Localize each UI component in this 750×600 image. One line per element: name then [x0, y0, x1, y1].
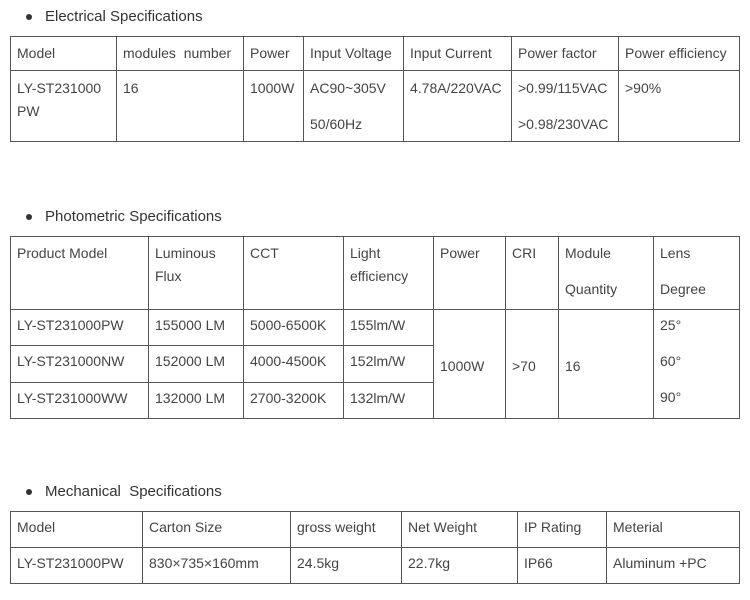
- lens-value: 60°: [660, 353, 682, 369]
- header-cell: Power: [244, 37, 304, 71]
- header-line: efficiency: [350, 268, 409, 284]
- mechanical-section-title: [26, 483, 222, 500]
- header-cell: Model: [11, 512, 143, 548]
- table-header-row: [11, 237, 740, 310]
- flux-cell: 132000 LM: [149, 382, 244, 418]
- table-header-row: [11, 512, 740, 548]
- table-row: [11, 310, 740, 346]
- model-cell: [11, 71, 117, 142]
- mechanical-table: [10, 511, 740, 584]
- voltage-cell: [304, 71, 404, 142]
- header-cell: gross weight: [291, 512, 402, 548]
- header-cell: modules number: [117, 37, 244, 71]
- efficiency-cell: 152lm/W: [344, 346, 434, 382]
- ip-rating-cell: IP66: [518, 548, 607, 584]
- electrical-table: [10, 36, 740, 142]
- header-line: Luminous: [155, 245, 216, 261]
- carton-size-cell: 830×735×160mm: [143, 548, 291, 584]
- photometric-section-title: [26, 208, 222, 225]
- table-row: [11, 71, 740, 142]
- header-line: Flux: [155, 268, 182, 284]
- header-cell: Power efficiency: [619, 37, 740, 71]
- header-line: Lens: [660, 245, 691, 261]
- electrical-title-text: Electrical Specifications: [45, 8, 203, 25]
- cri-cell: >70: [506, 310, 559, 419]
- header-cell: Product Model: [11, 237, 149, 310]
- header-cell: [344, 237, 434, 310]
- bullet-icon: [26, 489, 32, 495]
- power-cell: 1000W: [434, 310, 506, 419]
- photometric-table: [10, 236, 740, 419]
- lens-value: 90°: [660, 389, 682, 405]
- pf-line: >0.98/230VAC: [518, 116, 609, 132]
- header-cell: [149, 237, 244, 310]
- voltage-line: 50/60Hz: [310, 116, 363, 132]
- header-line: Module: [565, 245, 611, 261]
- table-header-row: [11, 37, 740, 71]
- model-cell: LY-ST231000NW: [11, 346, 149, 382]
- header-cell: Net Weight: [402, 512, 518, 548]
- voltage-line: AC90~305V: [310, 80, 386, 96]
- efficiency-cell: 132lm/W: [344, 382, 434, 418]
- header-cell: Model: [11, 37, 117, 71]
- flux-cell: 155000 LM: [149, 310, 244, 346]
- header-cell: Meterial: [607, 512, 740, 548]
- header-cell: IP Rating: [518, 512, 607, 548]
- electrical-section-title: [26, 8, 203, 25]
- current-cell: 4.78A/220VAC: [404, 71, 512, 142]
- bullet-icon: [26, 214, 32, 220]
- header-cell: CRI: [506, 237, 559, 310]
- header-cell: Power factor: [512, 37, 619, 71]
- material-cell: Aluminum +PC: [607, 548, 740, 584]
- header-line: Light: [350, 245, 381, 261]
- power-cell: 1000W: [244, 71, 304, 142]
- module-quantity-cell: 16: [559, 310, 654, 419]
- power-factor-cell: [512, 71, 619, 142]
- pf-line: >0.99/115VAC: [518, 80, 608, 96]
- mechanical-title-text: Mechanical Specifications: [45, 483, 222, 500]
- net-weight-cell: 22.7kg: [402, 548, 518, 584]
- header-cell: Input Voltage: [304, 37, 404, 71]
- efficiency-cell: 155lm/W: [344, 310, 434, 346]
- model-cell: LY-ST231000WW: [11, 382, 149, 418]
- header-cell: [654, 237, 740, 310]
- model-line: LY-ST231000: [17, 80, 102, 96]
- photometric-title-text: Photometric Specifications: [45, 208, 222, 225]
- header-cell: [559, 237, 654, 310]
- cct-cell: 2700-3200K: [244, 382, 344, 418]
- efficiency-cell: >90%: [619, 71, 740, 142]
- cct-cell: 4000-4500K: [244, 346, 344, 382]
- header-cell: Power: [434, 237, 506, 310]
- lens-degree-cell: [654, 310, 740, 419]
- bullet-icon: [26, 14, 32, 20]
- model-line: PW: [17, 103, 40, 119]
- header-line: Quantity: [565, 281, 618, 297]
- modules-cell: 16: [117, 71, 244, 142]
- header-cell: CCT: [244, 237, 344, 310]
- header-cell: Input Current: [404, 37, 512, 71]
- header-line: Degree: [660, 281, 706, 297]
- flux-cell: 152000 LM: [149, 346, 244, 382]
- cct-cell: 5000-6500K: [244, 310, 344, 346]
- table-row: [11, 548, 740, 584]
- header-cell: Carton Size: [143, 512, 291, 548]
- model-cell: LY-ST231000PW: [11, 548, 143, 584]
- lens-value: 25°: [660, 317, 682, 333]
- gross-weight-cell: 24.5kg: [291, 548, 402, 584]
- model-cell: LY-ST231000PW: [11, 310, 149, 346]
